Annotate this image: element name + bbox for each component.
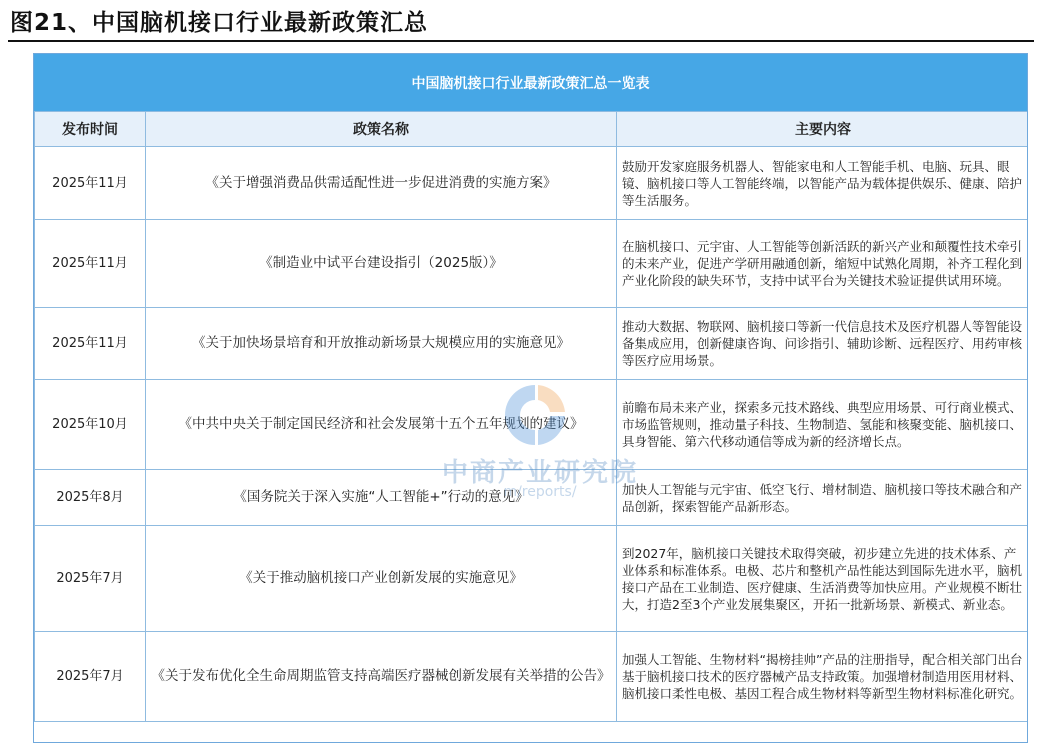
table-row <box>35 220 1029 308</box>
table-row <box>35 308 1029 380</box>
column-header-row <box>35 112 1029 147</box>
cell-policy-name: 《关于推动脑机接口产业创新发展的实施意见》 <box>146 526 617 632</box>
cell-policy-name: 《关于增强消费品供需适配性进一步促进消费的实施方案》 <box>146 147 617 220</box>
table-row <box>35 526 1029 632</box>
watermark-text: 中商产业研究院 <box>441 458 638 488</box>
cell-content: 到2027年，脑机接口关键技术取得突破，初步建立先进的技术体系、产业体系和标准体系。电极、芯片和整机产品性能达到国际先进水平，脑机接口产品在工业制造、医疗健康、生活消费等加快应用。产业规模不断壮大，打造2至3个产业发展集聚区，开拓一批新场景、新模式、新业态。 <box>617 526 1029 632</box>
cell-date: 2025年8月 <box>35 470 146 526</box>
table-row <box>35 470 1029 526</box>
policy-table <box>33 53 1028 743</box>
policy-grid <box>34 111 1028 722</box>
table-row <box>35 380 1029 470</box>
cell-date: 2025年11月 <box>35 147 146 220</box>
cell-policy-name: 《国务院关于深入实施“人工智能+”行动的意见》 <box>146 470 617 526</box>
cell-content: 鼓励开发家庭服务机器人、智能家电和人工智能手机、电脑、玩具、眼镜、脑机接口等人工智能终端，以智能产品为载体提供娱乐、健康、陪护等生活服务。 <box>617 147 1029 220</box>
cell-content: 在脑机接口、元宇宙、人工智能等创新活跃的新兴产业和颠覆性技术牵引的未来产业，促进产学研用融通创新，缩短中试熟化周期，补齐工程化到产业化阶段的缺失环节，支持中试平台为关键技术验证提供试用环境。 <box>617 220 1029 308</box>
cell-content: 前瞻布局未来产业，探索多元技术路线、典型应用场景、可行商业模式、市场监管规则，推动量子科技、生物制造、氢能和核聚变能、脑机接口、具身智能、第六代移动通信等成为新的经济增长点。 <box>617 380 1029 470</box>
watermark-url: m/reports/ <box>503 484 577 500</box>
table-row <box>35 147 1029 220</box>
cell-content: 加强人工智能、生物材料“揭榜挂帅”产品的注册指导，配合相关部门出台基于脑机接口技术的医疗器械产品支持政策。加强增材制造用医用材料、脑机接口柔性电极、基因工程合成生物材料等新型生物材料标准化研究。 <box>617 632 1029 722</box>
cell-policy-name: 《制造业中试平台建设指引（2025版）》 <box>146 220 617 308</box>
cell-date: 2025年7月 <box>35 526 146 632</box>
cell-policy-name: 《关于加快场景培育和开放推动新场景大规模应用的实施意见》 <box>146 308 617 380</box>
figure-title: 图21、中国脑机接口行业最新政策汇总 <box>10 10 429 36</box>
title-divider <box>8 40 1034 42</box>
cell-date: 2025年7月 <box>35 632 146 722</box>
column-header-name: 政策名称 <box>146 112 617 147</box>
cell-date: 2025年10月 <box>35 380 146 470</box>
cell-date: 2025年11月 <box>35 220 146 308</box>
table-row <box>35 632 1029 722</box>
cell-content: 推动大数据、物联网、脑机接口等新一代信息技术及医疗机器人等智能设备集成应用，创新健康咨询、问诊指引、辅助诊断、远程医疗、用药审核等医疗应用场景。 <box>617 308 1029 380</box>
cell-policy-name: 《关于发布优化全生命周期监管支持高端医疗器械创新发展有关举措的公告》 <box>146 632 617 722</box>
column-header-date: 发布时间 <box>35 112 146 147</box>
cell-date: 2025年11月 <box>35 308 146 380</box>
column-header-content: 主要内容 <box>617 112 1029 147</box>
cell-policy-name: 《中共中央关于制定国民经济和社会发展第十五个五年规划的建议》 <box>146 380 617 470</box>
table-title: 中国脑机接口行业最新政策汇总一览表 <box>34 54 1027 111</box>
cell-content: 加快人工智能与元宇宙、低空飞行、增材制造、脑机接口等技术融合和产品创新，探索智能产品新形态。 <box>617 470 1029 526</box>
